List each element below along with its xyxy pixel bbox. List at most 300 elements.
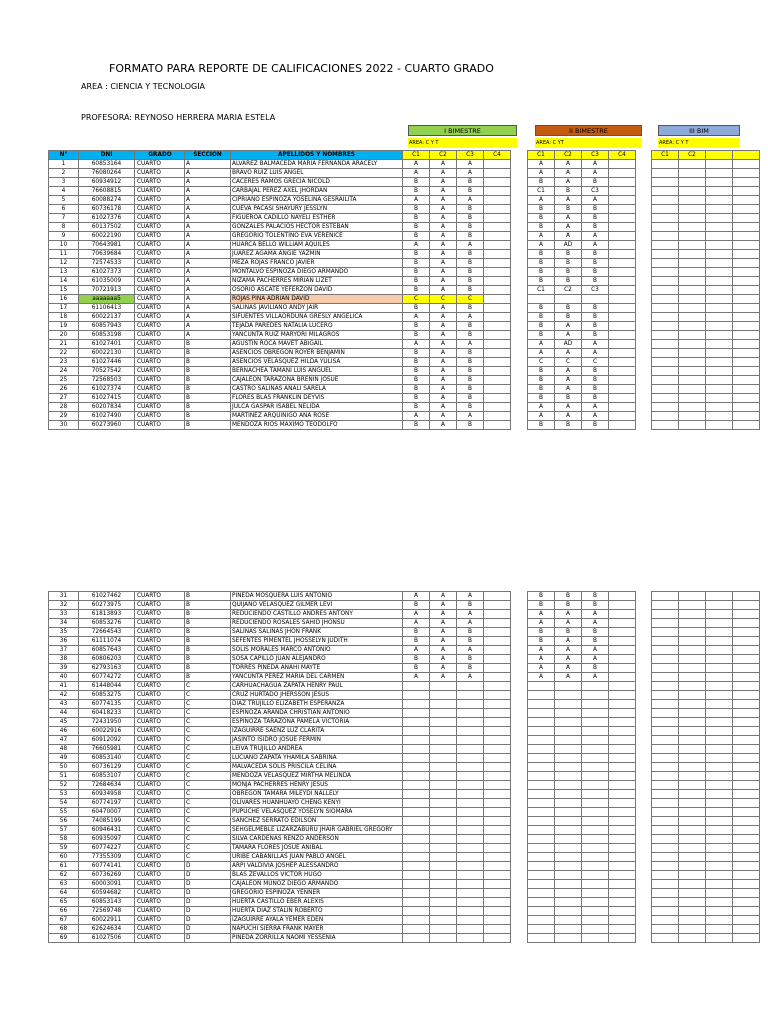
b3-grade-c4 xyxy=(733,205,760,214)
report-title: FORMATO PARA REPORTE DE CALIFICACIONES 2022 - CUARTO GRADO xyxy=(109,62,494,75)
column-gap xyxy=(511,322,528,331)
b3-grade-c4 xyxy=(733,286,760,295)
b3-grade-c3 xyxy=(706,637,733,646)
b2-grade-c2 xyxy=(555,880,582,889)
table-row xyxy=(49,358,760,367)
b1-grade-c3: A xyxy=(457,160,484,169)
student-grade: CUARTO xyxy=(135,268,185,277)
b1-grade-c4 xyxy=(484,745,511,754)
b2-grade-c3 xyxy=(582,295,609,304)
student-grade: CUARTO xyxy=(135,223,185,232)
column-gap xyxy=(636,178,652,187)
b2-grade-c2: A xyxy=(555,403,582,412)
student-grade: CUARTO xyxy=(135,214,185,223)
b2-grade-c2 xyxy=(555,799,582,808)
b1-grade-c2: A xyxy=(430,358,457,367)
table-row xyxy=(49,799,760,808)
b1-grade-c1 xyxy=(403,736,430,745)
student-dni: 70643981 xyxy=(79,241,135,250)
student-grade: CUARTO xyxy=(135,610,185,619)
b1-grade-c4 xyxy=(484,835,511,844)
b3-grade-c1 xyxy=(652,349,679,358)
b2-grade-c1: B xyxy=(528,322,555,331)
b2-grade-c3: A xyxy=(582,619,609,628)
b3-grade-c3 xyxy=(706,619,733,628)
column-gap xyxy=(511,610,528,619)
table-row xyxy=(49,763,760,772)
student-name: IZAGUIRRE SAENZ LUZ CLARITA xyxy=(231,727,403,736)
column-gap xyxy=(636,925,652,934)
b3-grade-c3 xyxy=(706,646,733,655)
b1-grade-c1: B xyxy=(403,223,430,232)
b2-grade-c2 xyxy=(555,862,582,871)
b2-grade-c2: A xyxy=(555,367,582,376)
b3-grade-c1 xyxy=(652,619,679,628)
b1-grade-c1 xyxy=(403,844,430,853)
table-row xyxy=(49,754,760,763)
b2-grade-c2 xyxy=(555,709,582,718)
student-dni: 74085199 xyxy=(79,817,135,826)
b1-grade-c4 xyxy=(484,322,511,331)
table-row xyxy=(49,691,760,700)
row-number: 8 xyxy=(49,223,79,232)
b3-grade-c4 xyxy=(733,916,760,925)
b3-grade-c1 xyxy=(652,691,679,700)
b1-grade-c2 xyxy=(430,898,457,907)
table-row xyxy=(49,808,760,817)
table-row xyxy=(49,412,760,421)
column-gap xyxy=(511,646,528,655)
b3-grade-c1 xyxy=(652,853,679,862)
b2-grade-c3 xyxy=(582,844,609,853)
b3-grade-c3 xyxy=(706,628,733,637)
b3-grade-c4 xyxy=(733,277,760,286)
b3-grade-c3 xyxy=(706,700,733,709)
student-dni: 60736178 xyxy=(79,205,135,214)
student-name: ALVAREZ BALMACEDA MARIA FERNANDA ARACELY xyxy=(231,160,403,169)
table-row xyxy=(49,619,760,628)
student-section: C xyxy=(185,790,231,799)
b1-grade-c4 xyxy=(484,655,511,664)
b1-grade-c2 xyxy=(430,808,457,817)
b1-grade-c3: A xyxy=(457,169,484,178)
b3-grade-c3 xyxy=(706,295,733,304)
column-gap xyxy=(636,700,652,709)
table-row xyxy=(49,178,760,187)
column-header-b1-c2: C2 xyxy=(430,151,457,160)
table-row xyxy=(49,682,760,691)
student-section: A xyxy=(185,196,231,205)
b2-grade-c1: A xyxy=(528,169,555,178)
b3-grade-c3 xyxy=(706,259,733,268)
b3-grade-c1 xyxy=(652,790,679,799)
student-grade: CUARTO xyxy=(135,394,185,403)
b2-grade-c2 xyxy=(555,808,582,817)
student-name: CARHUACHAGUA ZAPATA HENRY PAUL xyxy=(231,682,403,691)
student-grade: CUARTO xyxy=(135,835,185,844)
b2-grade-c3: B xyxy=(582,376,609,385)
student-section: C xyxy=(185,700,231,709)
b3-grade-c2 xyxy=(679,205,706,214)
b2-grade-c3 xyxy=(582,889,609,898)
row-number: 36 xyxy=(49,637,79,646)
column-gap xyxy=(511,268,528,277)
table-row xyxy=(49,313,760,322)
b2-grade-c3: B xyxy=(582,214,609,223)
student-dni: 61448044 xyxy=(79,682,135,691)
b1-grade-c3: B xyxy=(457,655,484,664)
b3-grade-c1 xyxy=(652,304,679,313)
b2-grade-c4 xyxy=(609,925,636,934)
b1-grade-c4 xyxy=(484,205,511,214)
b1-grade-c1: B xyxy=(403,304,430,313)
b3-grade-c3 xyxy=(706,763,733,772)
column-gap xyxy=(511,313,528,322)
b3-grade-c4 xyxy=(733,268,760,277)
column-gap xyxy=(511,286,528,295)
b1-grade-c2: A xyxy=(430,610,457,619)
b2-grade-c4 xyxy=(609,754,636,763)
b2-grade-c1: A xyxy=(528,196,555,205)
row-number: 12 xyxy=(49,259,79,268)
b3-grade-c1 xyxy=(652,385,679,394)
b2-grade-c4 xyxy=(609,250,636,259)
column-gap xyxy=(636,169,652,178)
student-name: ASENCIOS OBREGON ROYER BENJAMIN xyxy=(231,349,403,358)
b3-grade-c2 xyxy=(679,682,706,691)
column-gap xyxy=(636,718,652,727)
table-row xyxy=(49,259,760,268)
b2-grade-c1: A xyxy=(528,160,555,169)
b2-grade-c4 xyxy=(609,394,636,403)
student-section: A xyxy=(185,214,231,223)
row-number: 3 xyxy=(49,178,79,187)
b2-grade-c2: A xyxy=(555,214,582,223)
row-number: 56 xyxy=(49,817,79,826)
b3-grade-c1 xyxy=(652,358,679,367)
b1-grade-c1: B xyxy=(403,178,430,187)
b2-grade-c1 xyxy=(528,844,555,853)
student-section: C xyxy=(185,781,231,790)
column-gap xyxy=(511,880,528,889)
b1-grade-c1 xyxy=(403,763,430,772)
b3-grade-c4 xyxy=(733,691,760,700)
b3-grade-c4 xyxy=(733,826,760,835)
student-section: A xyxy=(185,250,231,259)
b3-grade-c4 xyxy=(733,835,760,844)
student-dni: 60853143 xyxy=(79,898,135,907)
student-grade: CUARTO xyxy=(135,628,185,637)
b3-grade-c2 xyxy=(679,916,706,925)
column-gap xyxy=(636,898,652,907)
b3-grade-c1 xyxy=(652,682,679,691)
b3-grade-c3 xyxy=(706,196,733,205)
b3-grade-c4 xyxy=(733,610,760,619)
b2-grade-c2: A xyxy=(555,196,582,205)
table-row xyxy=(49,160,760,169)
b2-grade-c4 xyxy=(609,331,636,340)
b1-grade-c4 xyxy=(484,187,511,196)
b2-grade-c4 xyxy=(609,709,636,718)
student-grade: CUARTO xyxy=(135,727,185,736)
student-dni: 61027490 xyxy=(79,412,135,421)
student-dni: 60022137 xyxy=(79,313,135,322)
b1-grade-c3 xyxy=(457,754,484,763)
student-name: FLORES BLAS FRANKLIN DEYVIS xyxy=(231,394,403,403)
b1-grade-c3 xyxy=(457,916,484,925)
column-gap xyxy=(636,673,652,682)
b3-grade-c3 xyxy=(706,682,733,691)
column-gap xyxy=(636,205,652,214)
b2-grade-c4 xyxy=(609,637,636,646)
student-name: MENDOZA RIOS MAXIMO TEODOLFO xyxy=(231,421,403,430)
table-row xyxy=(49,196,760,205)
b2-grade-c1: A xyxy=(528,403,555,412)
b1-grade-c1: B xyxy=(403,205,430,214)
b2-grade-c4 xyxy=(609,781,636,790)
table-row xyxy=(49,772,760,781)
b2-grade-c3: A xyxy=(582,412,609,421)
student-section: B xyxy=(185,619,231,628)
b1-grade-c1 xyxy=(403,925,430,934)
row-number: 55 xyxy=(49,808,79,817)
b2-grade-c2 xyxy=(555,826,582,835)
b1-grade-c1 xyxy=(403,772,430,781)
b3-grade-c1 xyxy=(652,817,679,826)
student-dni: 60774227 xyxy=(79,844,135,853)
student-dni: 60912092 xyxy=(79,736,135,745)
b1-grade-c1 xyxy=(403,889,430,898)
student-dni: 61027376 xyxy=(79,214,135,223)
column-gap xyxy=(636,880,652,889)
b3-grade-c2 xyxy=(679,898,706,907)
table-row xyxy=(49,709,760,718)
b3-grade-c3 xyxy=(706,241,733,250)
b1-grade-c2 xyxy=(430,880,457,889)
student-dni: 61027401 xyxy=(79,340,135,349)
student-dni: 60935097 xyxy=(79,835,135,844)
b3-grade-c4 xyxy=(733,673,760,682)
column-gap xyxy=(636,268,652,277)
column-gap xyxy=(511,205,528,214)
student-section: B xyxy=(185,673,231,682)
student-name: MARTINEZ ARQUINIGO ANA ROSE xyxy=(231,412,403,421)
student-dni: 72568503 xyxy=(79,376,135,385)
b1-grade-c2: A xyxy=(430,646,457,655)
b2-grade-c4 xyxy=(609,196,636,205)
b1-grade-c1: B xyxy=(403,421,430,430)
b1-grade-c2 xyxy=(430,718,457,727)
column-gap xyxy=(511,691,528,700)
b3-grade-c1 xyxy=(652,340,679,349)
b2-grade-c2 xyxy=(555,934,582,943)
column-gap xyxy=(511,799,528,808)
column-gap xyxy=(511,637,528,646)
b3-grade-c3 xyxy=(706,880,733,889)
column-gap xyxy=(636,844,652,853)
b1-grade-c3 xyxy=(457,709,484,718)
b1-grade-c1 xyxy=(403,880,430,889)
b3-grade-c2 xyxy=(679,718,706,727)
column-header-dni: DNI xyxy=(79,151,135,160)
row-number: 45 xyxy=(49,718,79,727)
b1-grade-c4 xyxy=(484,196,511,205)
b1-grade-c1: B xyxy=(403,664,430,673)
column-gap xyxy=(511,781,528,790)
b1-grade-c4 xyxy=(484,367,511,376)
b3-grade-c4 xyxy=(733,259,760,268)
b3-grade-c4 xyxy=(733,619,760,628)
b2-grade-c1: B xyxy=(528,628,555,637)
column-gap xyxy=(511,673,528,682)
b1-grade-c4 xyxy=(484,277,511,286)
b3-grade-c4 xyxy=(733,727,760,736)
b2-grade-c4 xyxy=(609,916,636,925)
b2-grade-c1 xyxy=(528,691,555,700)
b3-grade-c1 xyxy=(652,367,679,376)
b1-grade-c3 xyxy=(457,862,484,871)
column-gap xyxy=(636,889,652,898)
row-number: 22 xyxy=(49,349,79,358)
row-number: 49 xyxy=(49,754,79,763)
b3-grade-c4 xyxy=(733,718,760,727)
student-name: ESPINOZA ARANDA CHRISTIAN ANTONIO xyxy=(231,709,403,718)
b2-grade-c1 xyxy=(528,826,555,835)
b1-grade-c1: C xyxy=(403,295,430,304)
b1-grade-c4 xyxy=(484,259,511,268)
b1-grade-c1 xyxy=(403,691,430,700)
b3-grade-c3 xyxy=(706,385,733,394)
student-section: A xyxy=(185,322,231,331)
student-section: B xyxy=(185,628,231,637)
b3-grade-c3 xyxy=(706,250,733,259)
b3-grade-c2 xyxy=(679,322,706,331)
b1-grade-c4 xyxy=(484,241,511,250)
b3-grade-c3 xyxy=(706,304,733,313)
student-dni: 61027374 xyxy=(79,385,135,394)
student-name: TORRES PINEDA ANAHI MAYTE xyxy=(231,664,403,673)
b2-grade-c4 xyxy=(609,871,636,880)
b1-grade-c2 xyxy=(430,745,457,754)
b2-grade-c4 xyxy=(609,277,636,286)
b3-grade-c1 xyxy=(652,610,679,619)
student-grade: CUARTO xyxy=(135,898,185,907)
table-row xyxy=(49,241,760,250)
b3-grade-c4 xyxy=(733,763,760,772)
b1-grade-c1 xyxy=(403,835,430,844)
row-number: 43 xyxy=(49,700,79,709)
b3-grade-c1 xyxy=(652,718,679,727)
b2-grade-c2 xyxy=(555,736,582,745)
b2-grade-c2 xyxy=(555,925,582,934)
b2-grade-c3: B xyxy=(582,592,609,601)
student-name: CAJALEON TARAZONA BRENIN JOSUE xyxy=(231,376,403,385)
student-name: LEIVA TRUJILLO ANDREA xyxy=(231,745,403,754)
student-section: B xyxy=(185,664,231,673)
student-dni: 60774197 xyxy=(79,799,135,808)
b1-grade-c4 xyxy=(484,736,511,745)
student-dni: 60273975 xyxy=(79,601,135,610)
b1-grade-c1: A xyxy=(403,313,430,322)
b3-grade-c3 xyxy=(706,898,733,907)
b3-grade-c1 xyxy=(652,871,679,880)
student-section: C xyxy=(185,817,231,826)
b2-grade-c4 xyxy=(609,385,636,394)
b2-grade-c3 xyxy=(582,934,609,943)
b2-grade-c2 xyxy=(555,682,582,691)
b1-grade-c1 xyxy=(403,898,430,907)
student-dni: 76608815 xyxy=(79,187,135,196)
b2-grade-c4 xyxy=(609,628,636,637)
b3-grade-c2 xyxy=(679,232,706,241)
student-grade: CUARTO xyxy=(135,718,185,727)
b3-grade-c1 xyxy=(652,709,679,718)
b1-grade-c4 xyxy=(484,250,511,259)
column-gap xyxy=(511,214,528,223)
b2-grade-c4 xyxy=(609,691,636,700)
student-dni: 72431950 xyxy=(79,718,135,727)
b1-grade-c2: A xyxy=(430,196,457,205)
b2-grade-c4 xyxy=(609,889,636,898)
column-gap xyxy=(511,619,528,628)
student-dni: 61027415 xyxy=(79,394,135,403)
b3-grade-c4 xyxy=(733,817,760,826)
table-row xyxy=(49,889,760,898)
b2-grade-c1: B xyxy=(528,214,555,223)
b2-grade-c1 xyxy=(528,718,555,727)
b1-grade-c2 xyxy=(430,916,457,925)
b2-grade-c2 xyxy=(555,718,582,727)
student-dni: 60022130 xyxy=(79,349,135,358)
column-gap xyxy=(636,853,652,862)
column-gap xyxy=(511,394,528,403)
b3-grade-c2 xyxy=(679,601,706,610)
b1-grade-c2: A xyxy=(430,178,457,187)
column-gap xyxy=(511,196,528,205)
b3-grade-c1 xyxy=(652,196,679,205)
b3-grade-c3 xyxy=(706,934,733,943)
b1-grade-c2: A xyxy=(430,385,457,394)
column-gap xyxy=(636,322,652,331)
column-gap xyxy=(511,340,528,349)
b1-grade-c1 xyxy=(403,790,430,799)
column-gap xyxy=(636,277,652,286)
b3-grade-c2 xyxy=(679,799,706,808)
student-grade: CUARTO xyxy=(135,259,185,268)
student-section: D xyxy=(185,907,231,916)
b3-grade-c1 xyxy=(652,925,679,934)
column-gap xyxy=(636,745,652,754)
column-gap xyxy=(636,403,652,412)
b3-grade-c2 xyxy=(679,637,706,646)
student-name: HUARCA BELLO WILLIAM AQUILES xyxy=(231,241,403,250)
b3-grade-c4 xyxy=(733,682,760,691)
b2-grade-c4 xyxy=(609,259,636,268)
b3-grade-c2 xyxy=(679,268,706,277)
b1-grade-c1 xyxy=(403,718,430,727)
column-gap xyxy=(636,259,652,268)
b3-grade-c1 xyxy=(652,898,679,907)
b3-grade-c3 xyxy=(706,349,733,358)
b1-grade-c1 xyxy=(403,745,430,754)
b1-grade-c4 xyxy=(484,790,511,799)
student-section: B xyxy=(185,610,231,619)
row-number: 37 xyxy=(49,646,79,655)
b2-grade-c4 xyxy=(609,214,636,223)
student-grade: CUARTO xyxy=(135,781,185,790)
column-header-b1-c1: C1 xyxy=(403,151,430,160)
b3-grade-c1 xyxy=(652,169,679,178)
